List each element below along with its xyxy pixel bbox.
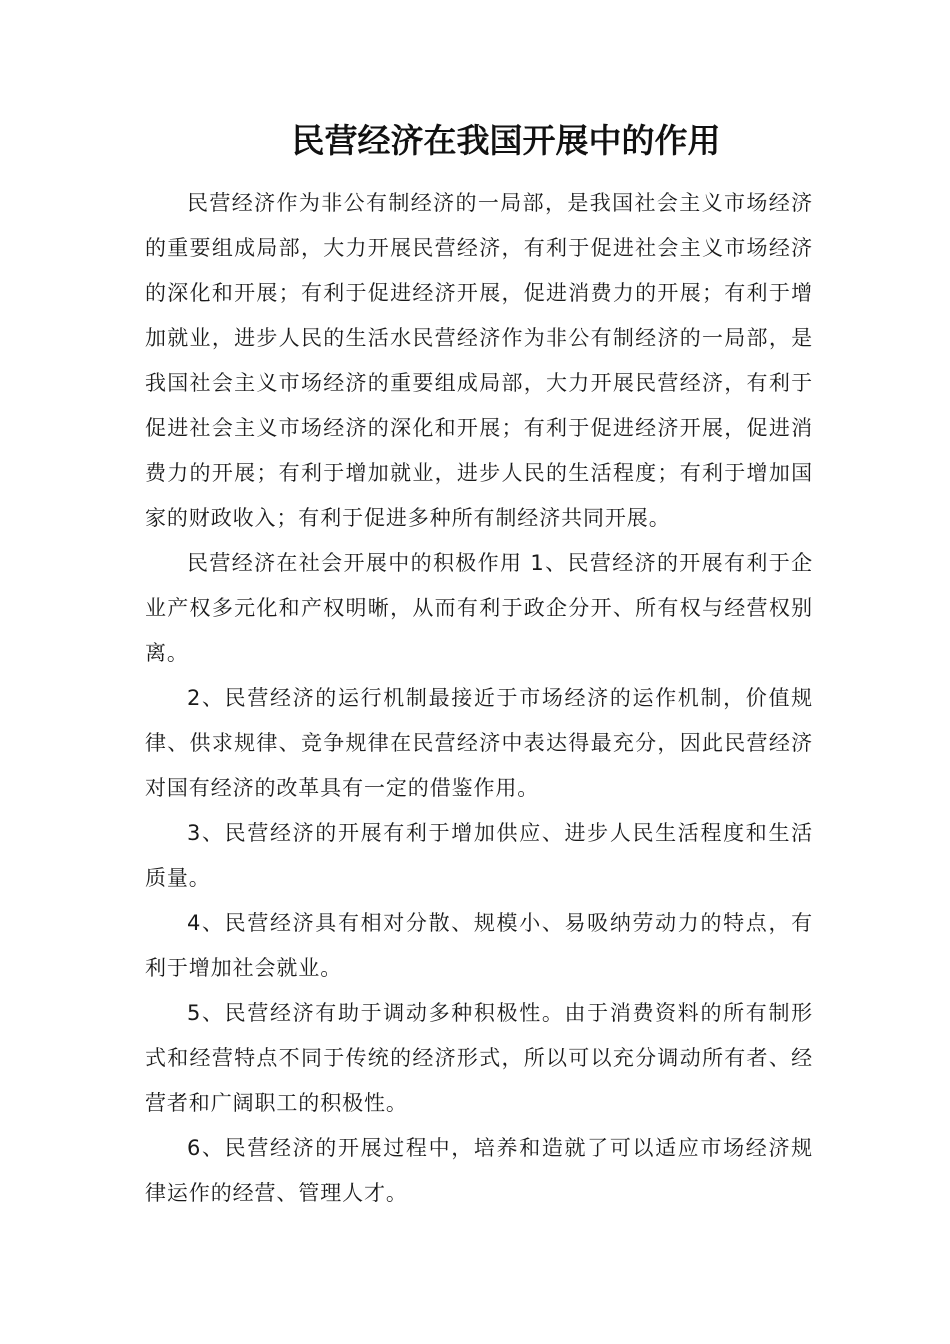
paragraph-point-4: 4、民营经济具有相对分散、规模小、易吸纳劳动力的特点，有利于增加社会就业。 bbox=[145, 911, 813, 980]
paragraph-point-3: 3、民营经济的开展有利于增加供应、进步人民生活程度和生活质量。 bbox=[145, 821, 813, 890]
paragraph-point-2: 2、民营经济的运行机制最接近于市场经济的运作机制，价值规律、供求规律、竞争规律在民营经济中表达得最充分，因此民营经济对国有经济的改革具有一定的借鉴作用。 bbox=[145, 686, 813, 800]
paragraph-point-6: 6、民营经济的开展过程中，培养和造就了可以适应市场经济规律运作的经营、管理人才。 bbox=[145, 1136, 813, 1205]
document-body bbox=[145, 181, 813, 1216]
paragraph-point-5: 5、民营经济有助于调动多种积极性。由于消费资料的所有制形式和经营特点不同于传统的经济形式，所以可以充分调动所有者、经营者和广阔职工的积极性。 bbox=[145, 1001, 813, 1115]
paragraph-positive-role-1: 民营经济在社会开展中的积极作用 1、民营经济的开展有利于企业产权多元化和产权明晰，从而有利于政企分开、所有权与经营权别离。 bbox=[145, 551, 813, 665]
document-title: 民营经济在我国开展中的作用 bbox=[291, 121, 721, 160]
paragraph-intro: 民营经济作为非公有制经济的一局部，是我国社会主义市场经济的重要组成局部，大力开展民营经济，有利于促进社会主义市场经济的深化和开展；有利于促进经济开展，促进消费力的开展；有利于增加就业，进步人民的生活水民营经济作为非公有制经济的一局部，是我国社会主义市场经济的重要组成局部，大力开展民营经济，有利于促进社会主义市场经济的深化和开展；有利于促进经济开展，促进消费力的开展；有利于增加就业，进步人民的生活程度；有利于增加国家的财政收入；有利于促进多种所有制经济共同开展。 bbox=[145, 191, 813, 530]
